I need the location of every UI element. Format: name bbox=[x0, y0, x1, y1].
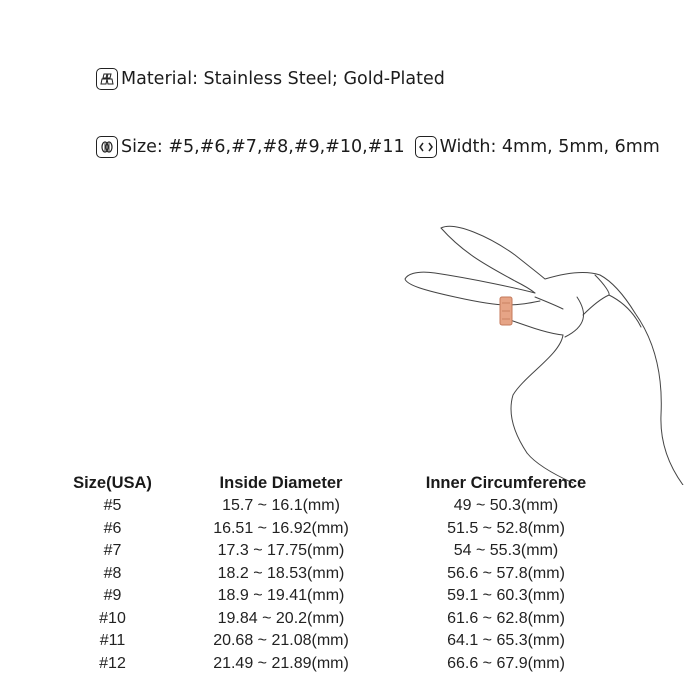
size-cell: #6 bbox=[103, 519, 122, 537]
circumference-cell: 61.6 ~ 62.8(mm) bbox=[447, 609, 565, 627]
hand-with-ring-icon bbox=[395, 215, 695, 485]
diameter-cell: 20.68 ~ 21.08(mm) bbox=[213, 632, 349, 650]
size-cell: #9 bbox=[103, 587, 122, 605]
circumference-cell: 66.6 ~ 67.9(mm) bbox=[447, 654, 565, 672]
diameter-cell: 18.9 ~ 19.41(mm) bbox=[217, 587, 345, 605]
table-row bbox=[55, 608, 620, 631]
circumference-cell: 56.6 ~ 57.8(mm) bbox=[447, 564, 565, 582]
table-row bbox=[55, 585, 620, 608]
size-width-spec bbox=[96, 136, 660, 158]
material-label: Material: Stainless Steel; Gold-Plated bbox=[121, 69, 445, 89]
size-cell: #11 bbox=[99, 632, 126, 650]
width-arrows-icon bbox=[415, 136, 437, 158]
size-cell: #5 bbox=[103, 497, 122, 515]
circumference-cell: 51.5 ~ 52.8(mm) bbox=[447, 519, 565, 537]
table-row bbox=[55, 563, 620, 586]
size-cell: #12 bbox=[99, 654, 126, 672]
diameter-cell: 19.84 ~ 20.2(mm) bbox=[217, 609, 345, 627]
table-header-row bbox=[55, 471, 620, 495]
size-cell: #10 bbox=[99, 609, 126, 627]
width-spec bbox=[415, 136, 660, 158]
table-row bbox=[55, 495, 620, 518]
diameter-cell: 21.49 ~ 21.89(mm) bbox=[213, 654, 349, 672]
diameter-cell: 18.2 ~ 18.53(mm) bbox=[217, 564, 345, 582]
ring-size-icon bbox=[96, 136, 118, 158]
table-row bbox=[55, 630, 620, 653]
header-inner-circumference: Inner Circumference bbox=[425, 473, 587, 492]
size-cell: #8 bbox=[103, 564, 122, 582]
diameter-cell: 15.7 ~ 16.1(mm) bbox=[222, 497, 340, 515]
circumference-cell: 59.1 ~ 60.3(mm) bbox=[447, 587, 565, 605]
diameter-cell: 16.51 ~ 16.92(mm) bbox=[213, 519, 349, 537]
table-row bbox=[55, 653, 620, 676]
circumference-cell: 54 ~ 55.3(mm) bbox=[453, 542, 559, 560]
size-chart-table bbox=[55, 471, 620, 675]
table-row bbox=[55, 540, 620, 563]
size-label: Size: #5,#6,#7,#8,#9,#10,#11 bbox=[121, 137, 405, 157]
gold-bars-icon bbox=[96, 68, 118, 90]
header-inside-diameter: Inside Diameter bbox=[219, 473, 343, 492]
table-row bbox=[55, 518, 620, 541]
header-size: Size(USA) bbox=[73, 473, 152, 492]
size-cell: #7 bbox=[103, 542, 122, 560]
material-spec bbox=[96, 68, 445, 90]
diameter-cell: 17.3 ~ 17.75(mm) bbox=[217, 542, 345, 560]
circumference-cell: 64.1 ~ 65.3(mm) bbox=[447, 632, 565, 650]
width-label: Width: 4mm, 5mm, 6mm bbox=[439, 137, 660, 157]
circumference-cell: 49 ~ 50.3(mm) bbox=[453, 497, 559, 515]
